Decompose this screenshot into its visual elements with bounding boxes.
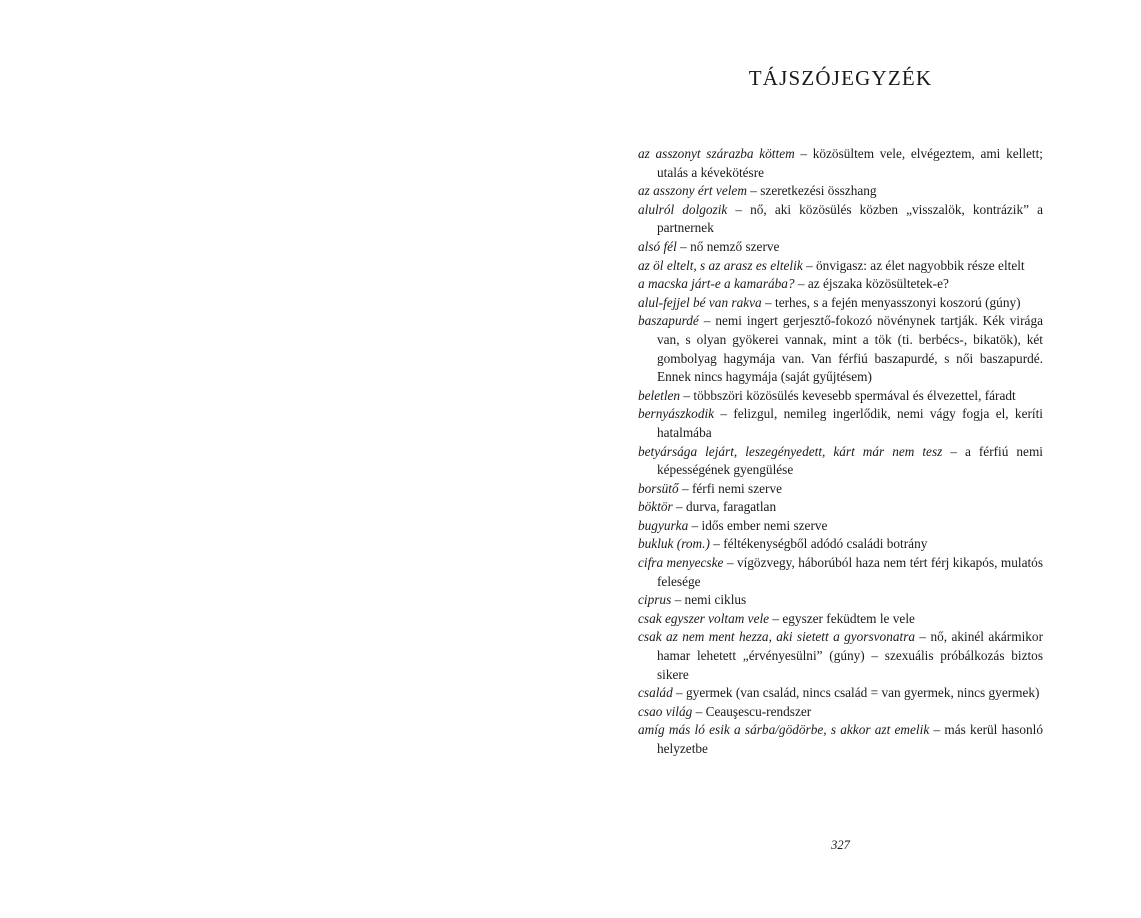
entry-term: bernyászkodik: [638, 406, 715, 422]
entry-definition: – féltékenységből adódó családi botrány: [709, 536, 928, 552]
glossary-entry: [638, 238, 1043, 257]
glossary-entry: [638, 610, 1043, 629]
entry-definition: – többszöri közösülés kevesebb spermával és élvezettel, fáradt: [680, 387, 1016, 403]
entry-term: beletlen: [638, 387, 681, 403]
glossary-entry: [638, 517, 1043, 536]
entry-definition: – Ceauşescu-rendszer: [692, 703, 812, 719]
entry-definition: – vígözvegy, háborúból haza nem tért férj kikapós, mulatós felesége: [657, 555, 1044, 589]
entry-term: alulról dolgozik: [638, 201, 728, 217]
entry-term: alul-fejjel bé van rakva: [638, 294, 762, 310]
glossary-entry: [638, 312, 1043, 386]
entry-definition: – nő, aki közösülés közben „visszalök, kontrázik” a partnernek: [657, 201, 1043, 236]
entry-term: betyársága lejárt, leszegényedett, kárt már nem tesz: [638, 443, 943, 459]
entry-definition: – az éjszaka közösültetek-e?: [794, 276, 949, 292]
entry-term: baszapurdé: [638, 313, 699, 329]
glossary-entry: [638, 554, 1043, 591]
entry-definition: – szeretkezési összhang: [746, 183, 877, 199]
glossary-entry: [638, 443, 1043, 480]
entry-term: amíg más ló esik a sárba/gödörbe, s akkor azt emelik: [638, 722, 930, 738]
page-number: 327: [831, 838, 850, 852]
entry-definition: – férfi nemi szerve: [678, 480, 783, 496]
glossary-entry: [638, 721, 1043, 758]
glossary-entry: [638, 182, 1043, 201]
entry-definition: – önvigasz: az élet nagyobbik része eltelt: [802, 257, 1025, 273]
entry-definition: – nő nemző szerve: [676, 238, 780, 254]
entry-definition: – terhes, s a fején menyasszonyi koszorú (gúny): [761, 294, 1021, 310]
glossary-list: [638, 145, 1043, 759]
entry-definition: – durva, faragatlan: [672, 499, 777, 515]
entry-term: család: [638, 685, 673, 701]
glossary-entry: [638, 201, 1043, 238]
glossary-entry: [638, 145, 1043, 182]
entry-definition: – felizgul, nemileg ingerlődik, nemi vágy fogja el, keríti hatalmába: [657, 406, 1043, 440]
entry-term: alsó fél: [638, 238, 677, 254]
entry-term: ciprus: [638, 592, 672, 608]
glossary-entry: [638, 684, 1043, 703]
glossary-entry: [638, 257, 1043, 276]
glossary-entry: [638, 535, 1043, 554]
entry-term: az asszonyt szárazba köttem: [638, 146, 795, 161]
entry-definition: – idős ember nemi szerve: [688, 517, 828, 533]
glossary-entry: [638, 294, 1043, 313]
entry-definition: – nemi ciklus: [671, 592, 747, 608]
entry-definition: – más kerül hasonló helyzetbe: [657, 722, 1043, 756]
entry-definition: – egyszer feküdtem le vele: [769, 610, 915, 626]
entry-term: böktör: [638, 499, 673, 515]
entry-term: az öl eltelt, s az arasz es eltelik: [638, 257, 803, 273]
entry-term: csak az nem ment hezza, aki sietett a gyorsvonatra: [638, 629, 916, 645]
entry-definition: – a férfiú nemi képességének gyengülése: [657, 443, 1043, 478]
entry-definition: – gyermek (van család, nincs család = van gyermek, nincs gyermek): [672, 685, 1040, 701]
entry-term: a macska járt-e a kamarába?: [638, 276, 795, 292]
glossary-entry: [638, 591, 1043, 610]
entry-definition: – nő, akinél akármikor hamar lehetett „érvényesülni” (gúny) – szexuális próbálkozás biztos sikere: [657, 629, 1043, 682]
glossary-entry: [638, 387, 1043, 406]
entry-term: csao világ: [638, 703, 693, 719]
entry-term: bukluk (rom.): [638, 536, 710, 552]
page-title: TÁJSZÓJEGYZÉK: [748, 66, 933, 90]
entry-term: borsütő: [638, 480, 679, 496]
entry-definition: – közösültem vele, elvégeztem, ami kellett; utalás a kévekötésre: [657, 146, 1043, 180]
entry-definition: – nemi ingert gerjesztő-fokozó növénynek tartják. Kék virága van, s olyan gyökerei vannak, mint a tök (ti. berbécs-, bikatök), két gombolyag hagymája van. Van férfiú baszapurdé, s női baszapurdé. Ennek nincs hagymája (saját gyűjtésem): [657, 313, 1043, 385]
entry-term: bugyurka: [638, 517, 689, 533]
glossary-entry: [638, 498, 1043, 517]
glossary-entry: [638, 628, 1043, 684]
glossary-entry: [638, 405, 1043, 442]
entry-term: az asszony ért velem: [638, 183, 747, 199]
glossary-entry: [638, 275, 1043, 294]
glossary-entry: [638, 703, 1043, 722]
entry-term: csak egyszer voltam vele: [638, 610, 770, 626]
glossary-entry: [638, 480, 1043, 499]
entry-term: cifra menyecske: [638, 555, 724, 571]
